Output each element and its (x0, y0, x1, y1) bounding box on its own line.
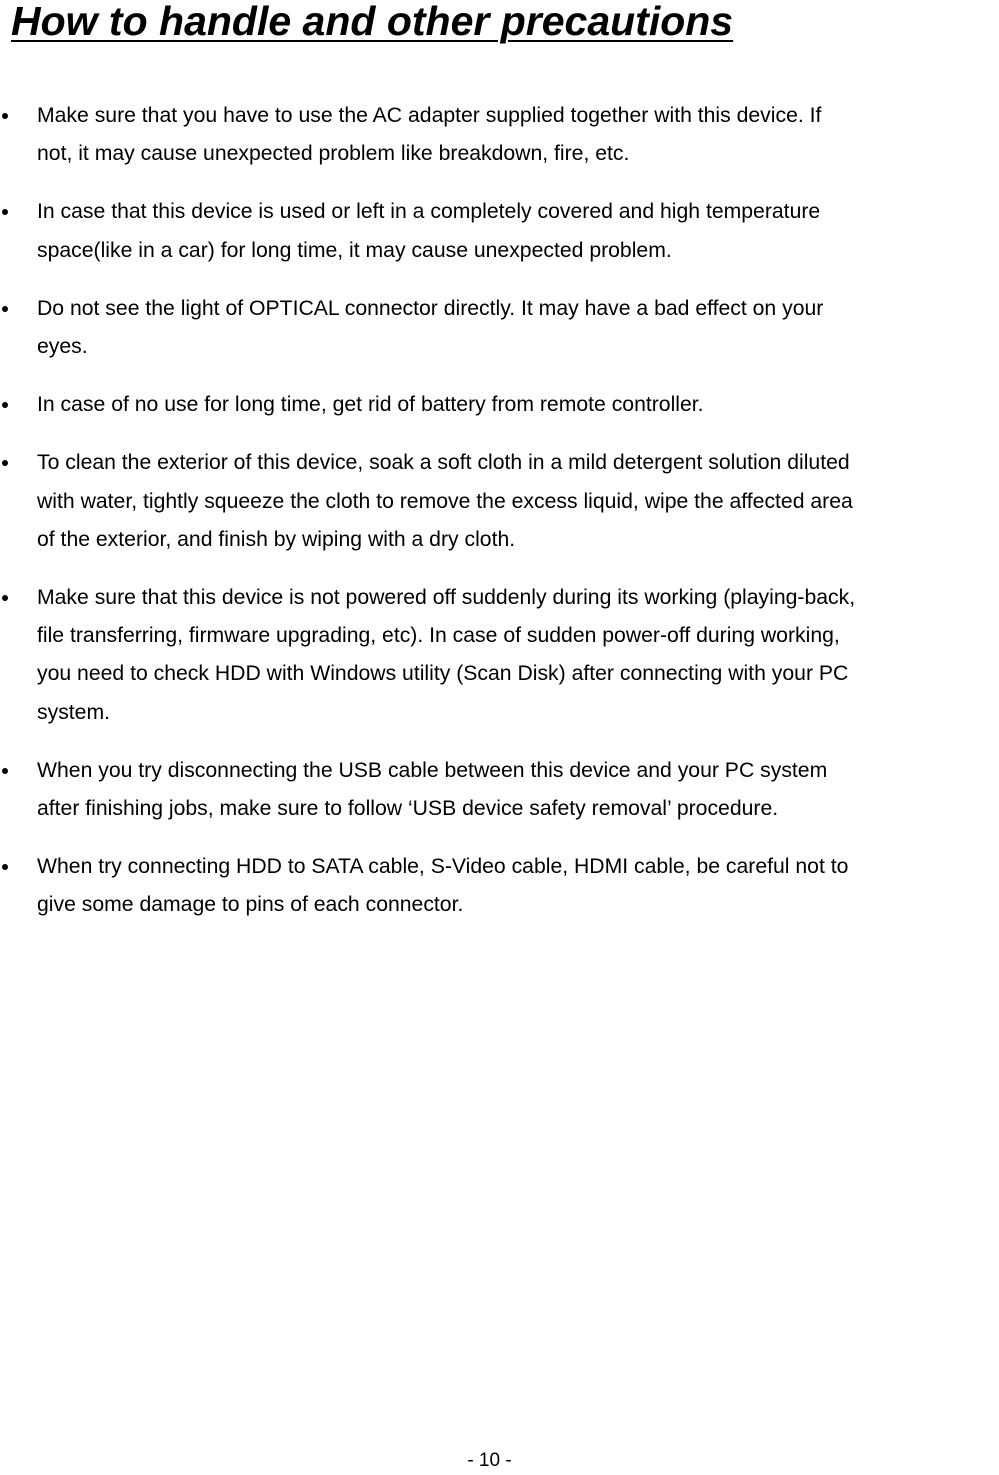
precaution-list (0, 97, 999, 945)
bullet-icon (2, 209, 8, 215)
precaution-item (0, 386, 999, 424)
precaution-item (0, 444, 999, 559)
precaution-text-line: you need to check HDD with Windows utility (Scan Disk) after connecting with your PC (37, 662, 849, 686)
precaution-text-line: system. (37, 700, 110, 724)
precaution-text-line: space(like in a car) for long time, it may cause unexpected problem. (37, 238, 672, 262)
precaution-item (0, 97, 999, 173)
bullet-icon (2, 460, 8, 466)
precaution-text-line: In case of no use for long time, get rid of battery from remote controller. (37, 393, 704, 417)
precaution-text-line: In case that this device is used or left in a completely covered and high temperature (37, 200, 821, 224)
bullet-icon (2, 306, 8, 312)
precaution-text-line: When you try disconnecting the USB cable between this device and your PC system (37, 758, 828, 782)
precaution-item (0, 752, 999, 828)
bullet-icon (2, 595, 8, 601)
precaution-text-line: Do not see the light of OPTICAL connector directly. It may have a bad effect on your (37, 296, 824, 320)
precaution-item (0, 193, 999, 269)
precaution-text-line: When try connecting HDD to SATA cable, S-Video cable, HDMI cable, be careful not to (37, 855, 849, 879)
precaution-text-line: Make sure that this device is not powered off suddenly during its working (playing-back, (37, 586, 856, 610)
precaution-text-line: Make sure that you have to use the AC adapter supplied together with this device. If (37, 104, 822, 127)
precaution-text-line: file transferring, firmware upgrading, etc). In case of sudden power-off during working, (37, 624, 840, 648)
precaution-text-line: eyes. (37, 335, 88, 359)
precaution-text-line: not, it may cause unexpected problem like breakdown, fire, etc. (37, 142, 630, 166)
precaution-text-line: give some damage to pins of each connector. (37, 893, 464, 917)
page-title: How to handle and other precautions (11, 0, 734, 44)
page-number: - 10 - (467, 1450, 512, 1471)
bullet-icon (2, 402, 8, 408)
precaution-text-line: with water, tightly squeeze the cloth to remove the excess liquid, wipe the affected area (37, 489, 853, 513)
bullet-icon (2, 864, 8, 870)
precaution-item (0, 579, 999, 732)
precaution-text-line: of the exterior, and finish by wiping with a dry cloth. (37, 527, 516, 551)
bullet-icon (2, 768, 8, 774)
bullet-icon (2, 113, 8, 119)
precaution-text-line: after finishing jobs, make sure to follow ‘USB device safety removal’ procedure. (37, 797, 779, 821)
precaution-item (0, 290, 999, 366)
precaution-item (0, 848, 999, 924)
precaution-text-line: To clean the exterior of this device, soak a soft cloth in a mild detergent solution diluted (37, 451, 850, 475)
